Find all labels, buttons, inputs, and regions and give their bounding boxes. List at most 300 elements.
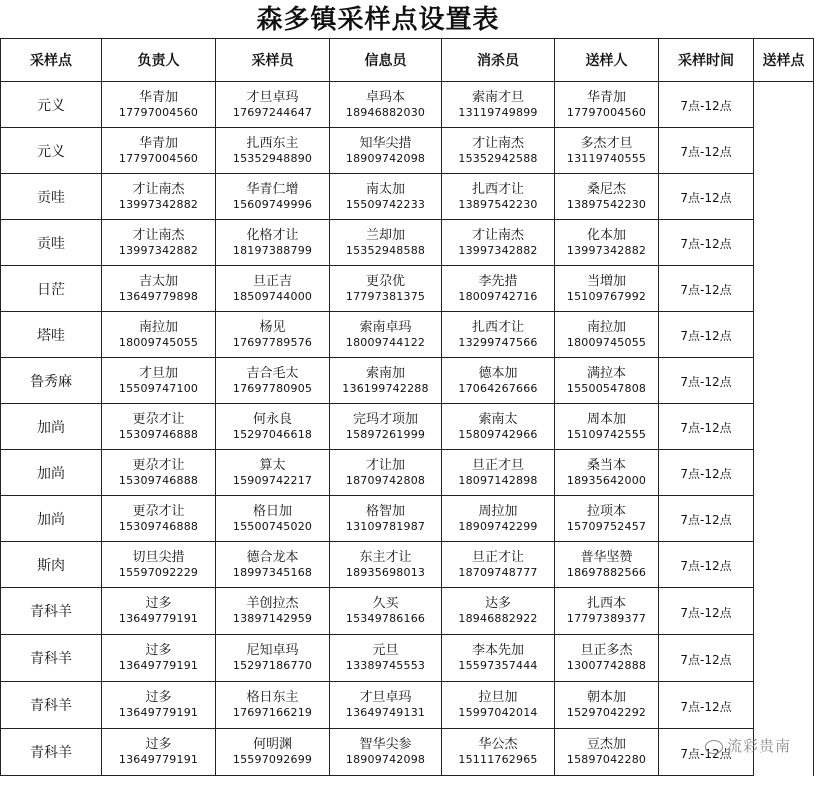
delivery-point-cell	[754, 682, 814, 729]
sampling-site-table	[0, 38, 814, 776]
person-name: 杨见	[259, 319, 286, 335]
site-name: 青科羊	[30, 651, 72, 667]
header-site: 采样点	[1, 39, 102, 82]
table-row	[1, 128, 814, 174]
header-lead: 负责人	[102, 39, 216, 82]
site-cell	[1, 82, 102, 128]
site-name: 斯肉	[37, 557, 65, 574]
table-row	[1, 496, 814, 542]
person-name: 才旦卓玛	[246, 89, 299, 105]
time-cell	[659, 220, 754, 266]
phone-number: 15597357444	[458, 659, 538, 672]
info-cell	[330, 312, 442, 358]
person-name: 久买	[372, 596, 399, 611]
courier-cell	[555, 635, 659, 682]
lead-cell	[102, 358, 216, 404]
sampler-cell	[216, 588, 330, 635]
sampling-time: 7点-12点	[680, 145, 732, 159]
disinfect-cell	[442, 128, 555, 174]
person-name: 索南加	[365, 365, 405, 381]
person-name: 扎西才让	[471, 319, 524, 335]
phone-number: 15349786166	[345, 612, 426, 625]
phone-number: 13119740555	[566, 151, 647, 165]
site-cell	[1, 729, 102, 776]
delivery-point-cell	[754, 128, 814, 174]
phone-number: 136199742288	[342, 381, 429, 395]
phone-number: 15609749996	[232, 197, 313, 211]
phone-number: 18009745055	[566, 335, 647, 349]
phone-number: 13649779898	[118, 289, 199, 303]
person-name: 桑当本	[586, 457, 626, 473]
person-name: 何明渊	[252, 737, 292, 752]
disinfect-cell	[442, 588, 555, 635]
phone-number: 15597092699	[232, 753, 313, 766]
info-cell	[330, 542, 442, 588]
lead-cell	[102, 266, 216, 312]
lead-cell	[102, 312, 216, 358]
person-name: 才旦卓玛	[359, 690, 412, 705]
disinfect-cell	[442, 450, 555, 496]
person-name: 多杰才旦	[580, 135, 633, 151]
site-name: 青科羊	[30, 745, 72, 761]
time-cell	[659, 496, 754, 542]
courier-cell	[555, 588, 659, 635]
phone-number: 18509744000	[232, 289, 313, 303]
sampling-time: 7点-12点	[680, 467, 732, 481]
table-row	[1, 404, 814, 450]
person-name: 满拉本	[586, 365, 626, 381]
phone-number: 13389745553	[345, 659, 426, 672]
info-cell	[330, 682, 442, 729]
site-name: 元义	[37, 143, 65, 160]
person-name: 算太	[259, 457, 286, 473]
person-name: 朝本加	[586, 690, 626, 705]
lead-cell	[102, 450, 216, 496]
time-cell	[659, 128, 754, 174]
disinfect-cell	[442, 496, 555, 542]
phone-number: 15897042280	[566, 753, 647, 766]
phone-number: 13897542230	[458, 197, 538, 211]
phone-number: 15309746888	[118, 473, 199, 487]
person-name: 南太加	[365, 181, 405, 197]
table-row	[1, 682, 814, 729]
site-name: 加尚	[37, 511, 65, 528]
phone-number: 18009745055	[118, 335, 199, 349]
phone-number: 15897261999	[345, 427, 426, 441]
lead-cell	[102, 128, 216, 174]
sampler-cell	[216, 542, 330, 588]
sampling-time: 7点-12点	[680, 652, 732, 667]
site-cell	[1, 266, 102, 312]
phone-number: 15297042292	[566, 706, 647, 719]
site-name: 贡哇	[37, 235, 65, 252]
phone-number: 15509742233	[345, 197, 426, 211]
header-disinfect: 消杀员	[442, 39, 555, 82]
header-sampler: 采样员	[216, 39, 330, 82]
person-name: 才让南杰	[132, 227, 185, 243]
person-name: 索南卓玛	[359, 319, 412, 335]
phone-number: 15109742555	[566, 427, 647, 441]
site-cell	[1, 588, 102, 635]
phone-number: 13649779191	[118, 659, 199, 672]
site-cell	[1, 128, 102, 174]
site-name: 加尚	[37, 465, 65, 482]
phone-number: 17697244647	[232, 105, 313, 119]
person-name: 才让加	[365, 457, 405, 473]
lead-cell	[102, 542, 216, 588]
delivery-point-cell	[754, 635, 814, 682]
delivery-point-cell	[754, 404, 814, 450]
sampling-time: 7点-12点	[680, 699, 732, 714]
info-cell	[330, 128, 442, 174]
person-name: 达多	[484, 596, 511, 611]
person-name: 何永良	[252, 411, 292, 427]
person-name: 李本先加	[471, 643, 524, 658]
courier-cell	[555, 82, 659, 128]
disinfect-cell	[442, 174, 555, 220]
disinfect-cell	[442, 635, 555, 682]
person-name: 更尕才让	[132, 411, 185, 427]
time-cell	[659, 358, 754, 404]
lead-cell	[102, 729, 216, 776]
person-name: 吉太加	[138, 273, 178, 289]
sampling-time: 7点-12点	[680, 605, 732, 620]
courier-cell	[555, 682, 659, 729]
phone-number: 18697882566	[566, 565, 647, 579]
phone-number: 18009744122	[345, 335, 426, 349]
info-cell	[330, 266, 442, 312]
person-name: 当増加	[586, 273, 626, 289]
person-name: 化本加	[586, 227, 626, 243]
person-name: 索南太	[478, 411, 518, 427]
lead-cell	[102, 404, 216, 450]
sampler-cell	[216, 266, 330, 312]
info-cell	[330, 588, 442, 635]
phone-number: 15597092229	[118, 565, 199, 579]
header-info: 信息员	[330, 39, 442, 82]
disinfect-cell	[442, 729, 555, 776]
person-name: 华公杰	[478, 737, 518, 752]
person-name: 德本加	[478, 365, 518, 381]
sampling-time: 7点-12点	[680, 513, 732, 527]
table-row	[1, 358, 814, 404]
phone-number: 17697789576	[232, 335, 313, 349]
site-cell	[1, 496, 102, 542]
phone-number: 15297046618	[232, 427, 313, 441]
time-cell	[659, 682, 754, 729]
delivery-point-cell	[754, 496, 814, 542]
delivery-point-cell	[754, 450, 814, 496]
phone-number: 18009742716	[458, 289, 538, 303]
person-name: 扎西本	[586, 596, 626, 611]
person-name: 才旦加	[138, 365, 178, 381]
person-name: 桑尼杰	[586, 181, 626, 197]
site-cell	[1, 542, 102, 588]
info-cell	[330, 404, 442, 450]
sampler-cell	[216, 82, 330, 128]
person-name: 智华尖参	[359, 737, 412, 752]
disinfect-cell	[442, 266, 555, 312]
site-name: 加尚	[37, 419, 65, 436]
sampler-cell	[216, 174, 330, 220]
person-name: 切旦尖措	[132, 549, 185, 565]
sampler-cell	[216, 312, 330, 358]
site-cell	[1, 635, 102, 682]
person-name: 华青加	[138, 89, 178, 105]
info-cell	[330, 635, 442, 682]
courier-cell	[555, 729, 659, 776]
phone-number: 18935698013	[345, 565, 426, 579]
sampling-time: 7点-12点	[680, 329, 732, 343]
table-row	[1, 450, 814, 496]
phone-number: 15500547808	[566, 381, 647, 395]
delivery-point-cell	[754, 312, 814, 358]
person-name: 旦正多杰	[580, 643, 633, 658]
phone-number: 15709752457	[566, 519, 647, 533]
disinfect-cell	[442, 404, 555, 450]
table-row	[1, 174, 814, 220]
delivery-point-cell	[754, 358, 814, 404]
sampler-cell	[216, 450, 330, 496]
phone-number: 15309746888	[118, 427, 199, 441]
person-name: 东主才让	[359, 549, 412, 565]
site-name: 塔哇	[37, 327, 65, 344]
person-name: 格日加	[252, 503, 292, 519]
sampler-cell	[216, 682, 330, 729]
phone-number: 18197388799	[232, 243, 313, 257]
site-cell	[1, 358, 102, 404]
sampling-time: 7点-12点	[680, 421, 732, 435]
wechat-icon	[705, 740, 723, 754]
person-name: 旦正才让	[471, 549, 524, 565]
phone-number: 13997342882	[118, 243, 199, 257]
lead-cell	[102, 635, 216, 682]
person-name: 扎西东主	[246, 135, 299, 151]
phone-number: 15352942588	[458, 151, 538, 165]
phone-number: 18935642000	[566, 473, 647, 487]
disinfect-cell	[442, 312, 555, 358]
disinfect-cell	[442, 358, 555, 404]
person-name: 格智加	[365, 503, 405, 519]
site-cell	[1, 220, 102, 266]
phone-number: 15997042014	[458, 706, 538, 719]
phone-number: 17797389377	[566, 612, 647, 625]
info-cell	[330, 220, 442, 266]
sampling-time: 7点-12点	[680, 237, 732, 251]
phone-number: 17697780905	[232, 381, 313, 395]
phone-number: 18097142898	[458, 473, 538, 487]
sampling-time: 7点-12点	[680, 191, 732, 205]
table-row	[1, 542, 814, 588]
person-name: 华青加	[138, 135, 178, 151]
person-name: 更尕才让	[132, 457, 185, 473]
time-cell	[659, 312, 754, 358]
delivery-point-cell	[754, 220, 814, 266]
sampler-cell	[216, 220, 330, 266]
phone-number: 13649779191	[118, 612, 199, 625]
watermark-text: 流彩贵南	[726, 737, 791, 755]
phone-number: 13299747566	[458, 335, 538, 349]
info-cell	[330, 450, 442, 496]
lead-cell	[102, 82, 216, 128]
site-name: 贡哇	[37, 189, 65, 206]
courier-cell	[555, 496, 659, 542]
person-name: 普华坚赞	[580, 549, 633, 565]
person-name: 才让南杰	[132, 181, 185, 197]
courier-cell	[555, 220, 659, 266]
info-cell	[330, 82, 442, 128]
person-name: 吉合毛太	[246, 365, 299, 381]
page-title: 森多镇采样点设置表	[256, 5, 500, 35]
site-name: 日茫	[37, 281, 65, 298]
phone-number: 18997345168	[232, 565, 313, 579]
site-cell	[1, 404, 102, 450]
info-cell	[330, 174, 442, 220]
person-name: 周拉加	[478, 503, 518, 519]
phone-number: 13649779191	[118, 753, 199, 766]
person-name: 南拉加	[138, 319, 178, 335]
phone-number: 13997342882	[566, 243, 647, 257]
phone-number: 17797004560	[118, 105, 199, 119]
phone-number: 15309746888	[118, 519, 199, 533]
delivery-point-cell	[754, 82, 814, 128]
time-cell	[659, 82, 754, 128]
person-name: 格日东主	[246, 690, 299, 705]
disinfect-cell	[442, 542, 555, 588]
sampler-cell	[216, 358, 330, 404]
sampling-time: 7点-12点	[680, 99, 732, 113]
person-name: 过多	[145, 596, 172, 611]
courier-cell	[555, 266, 659, 312]
site-cell	[1, 312, 102, 358]
table-row	[1, 82, 814, 128]
time-cell	[659, 174, 754, 220]
courier-cell	[555, 312, 659, 358]
table-row	[1, 635, 814, 682]
person-name: 元旦	[372, 643, 399, 658]
phone-number: 13649749131	[345, 706, 426, 719]
phone-number: 15500745020	[232, 519, 313, 533]
person-name: 李先措	[478, 273, 518, 289]
sampler-cell	[216, 496, 330, 542]
disinfect-cell	[442, 682, 555, 729]
time-cell	[659, 635, 754, 682]
delivery-point-cell	[754, 266, 814, 312]
site-name: 青科羊	[30, 698, 72, 714]
sampling-time: 7点-12点	[680, 375, 732, 389]
phone-number: 15111762965	[458, 753, 538, 766]
person-name: 过多	[145, 643, 172, 658]
lead-cell	[102, 588, 216, 635]
person-name: 知华尖措	[359, 135, 412, 151]
table-row	[1, 729, 814, 776]
delivery-point-cell	[754, 542, 814, 588]
sampler-cell	[216, 635, 330, 682]
phone-number: 18709748777	[458, 565, 538, 579]
phone-number: 18709742808	[345, 473, 426, 487]
person-name: 豆杰加	[586, 737, 626, 752]
sampling-time: 7点-12点	[680, 283, 732, 297]
lead-cell	[102, 496, 216, 542]
courier-cell	[555, 358, 659, 404]
sampling-time: 7点-12点	[680, 559, 732, 573]
person-name: 更尕才让	[132, 503, 185, 519]
person-name: 才让南杰	[471, 135, 524, 151]
phone-number: 13997342882	[118, 197, 199, 211]
person-name: 完玛才项加	[352, 411, 418, 427]
lead-cell	[102, 682, 216, 729]
courier-cell	[555, 404, 659, 450]
phone-number: 18909742098	[345, 753, 426, 766]
person-name: 过多	[145, 690, 172, 705]
person-name: 才让南杰	[471, 227, 524, 243]
person-name: 华青加	[586, 89, 626, 105]
person-name: 兰却加	[365, 227, 405, 243]
phone-number: 17697166219	[232, 706, 313, 719]
delivery-point-cell	[754, 588, 814, 635]
lead-cell	[102, 174, 216, 220]
person-name: 尼知卓玛	[246, 643, 299, 658]
disinfect-cell	[442, 82, 555, 128]
phone-number: 15352948890	[232, 151, 313, 165]
phone-number: 18909742098	[345, 151, 426, 165]
time-cell	[659, 404, 754, 450]
table-row	[1, 220, 814, 266]
person-name: 化格才让	[246, 227, 299, 243]
sampling-time: 7点-12点	[680, 746, 732, 761]
header-row	[1, 39, 814, 82]
time-cell	[659, 450, 754, 496]
courier-cell	[555, 450, 659, 496]
info-cell	[330, 358, 442, 404]
info-cell	[330, 729, 442, 776]
site-name: 鲁秀麻	[30, 373, 72, 390]
time-cell	[659, 588, 754, 635]
person-name: 索南才旦	[471, 89, 524, 105]
sampler-cell	[216, 404, 330, 450]
watermark	[705, 735, 791, 756]
person-name: 德合龙本	[246, 549, 299, 565]
site-name: 青科羊	[30, 604, 72, 620]
table-row	[1, 588, 814, 635]
phone-number: 13897142959	[232, 612, 313, 625]
site-name: 元义	[37, 97, 65, 114]
phone-number: 17797004560	[118, 151, 199, 165]
phone-number: 13109781987	[345, 519, 426, 533]
person-name: 旦正吉	[252, 273, 292, 289]
phone-number: 18946882922	[458, 612, 538, 625]
lead-cell	[102, 220, 216, 266]
person-name: 羊创拉杰	[246, 596, 299, 611]
header-time: 采样时间	[659, 39, 754, 82]
site-cell	[1, 682, 102, 729]
phone-number: 13119749899	[458, 105, 538, 119]
phone-number: 17797004560	[566, 105, 647, 119]
person-name: 卓玛本	[365, 89, 405, 105]
info-cell	[330, 496, 442, 542]
person-name: 南拉加	[586, 319, 626, 335]
courier-cell	[555, 542, 659, 588]
phone-number: 17064267666	[458, 381, 538, 395]
site-cell	[1, 450, 102, 496]
phone-number: 13897542230	[566, 197, 647, 211]
time-cell	[659, 266, 754, 312]
phone-number: 15297186770	[232, 659, 313, 672]
courier-cell	[555, 174, 659, 220]
disinfect-cell	[442, 220, 555, 266]
phone-number: 15352948588	[345, 243, 426, 257]
sampler-cell	[216, 729, 330, 776]
